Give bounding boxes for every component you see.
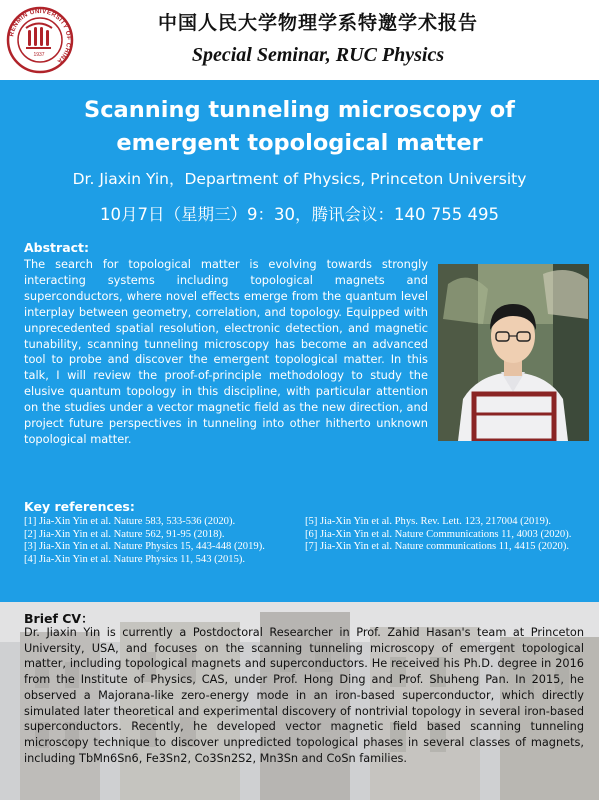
references-list-left — [24, 516, 265, 566]
speaker-line: Dr. Jiaxin Yin，Department of Physics, Princeton University — [72, 170, 527, 188]
university-logo-icon — [6, 6, 74, 74]
header-english-subtitle: Special Seminar, RUC Physics — [191, 44, 445, 66]
svg-text:1937: 1937 — [33, 52, 45, 58]
reference-item: [6] Jia-Xin Yin et al. Nature Communications 11, 4003 (2020). — [305, 528, 572, 540]
reference-item: [5] Jia-Xin Yin et al. Phys. Rev. Lett. 123, 217004 (2019). — [305, 516, 552, 527]
reference-item: [1] Jia-Xin Yin et al. Nature 583, 533-536 (2020). — [24, 516, 236, 527]
date-time-line: 10月7日（星期三）9：30，腾讯会议：140 755 495 — [100, 205, 499, 224]
talk-title: Scanning tunneling microscopy of emergent topological matter — [84, 97, 515, 156]
abstract-heading: Abstract: — [24, 240, 90, 255]
cv-text: Dr. Jiaxin Yin is currently a Postdoctoral Researcher in Prof. Zahid Hasan's team at Princeton University, USA, and focuses on the scanning tunneling microscopy of emergent topological matter, including topological magnets and superconductors. He received his Ph.D. degree in 2016 from the Institute of Physics, CAS, under Prof. Hong Ding and Prof. Shuheng Pan. In 2015, he observed a Majorana-like zero-energy mode in an iron-based superconductor, which directly simulated later theoretical and experimental discovery of nontrivial topology in several iron-based superconductors. Recently, he developed vector magnetic field based scanning tunneling microscopy technique to discover unpredicted topological phases in several classes of magnets, including TbMn6Sn6, Fe3Sn2, Co3Sn2S2, Mn3Sn and CoSn families. — [24, 626, 584, 765]
references-heading: Key references: — [24, 499, 135, 514]
svg-text:RENMIN UNIVERSITY OF CHINA: RENMIN UNIVERSITY OF CHINA — [8, 7, 73, 65]
cv-heading: Brief CV： — [24, 611, 94, 626]
references-list-right — [305, 516, 571, 554]
reference-item: [2] Jia-Xin Yin et al. Nature 562, 91-95 (2018). — [24, 528, 225, 540]
poster-header — [0, 0, 599, 80]
reference-item: [4] Jia-Xin Yin et al. Nature Physics 11, 543 (2015). — [24, 553, 246, 565]
header-chinese-title: 中国人民大学物理学系特邀学术报告 — [157, 12, 478, 34]
reference-item: [3] Jia-Xin Yin et al. Nature Physics 15, 443-448 (2019). — [24, 541, 265, 553]
abstract-text: The search for topological matter is evolving towards strongly interacting systems including topological magnets and superconductors, where novel effects emerge from the quantum level interplay between geometry, correlation, and topology. Equipped with unprecedented spatial resolution, electronic detection, and magnetic tunability, scanning tunneling microscopy has become an advanced tool to probe and discover the emergent topological matter. In this talk, I will review the proof-of-principle methodology to study the elusive quantum topology in this discipline, with particular attention on the studies under a vector magnetic field as the new direction, and project future perspectives in tunneling into other hitherto unknown topological matter. — [24, 257, 428, 446]
speaker-photo — [438, 264, 589, 441]
reference-item: [7] Jia-Xin Yin et al. Nature communications 11, 4415 (2020). — [305, 541, 569, 553]
